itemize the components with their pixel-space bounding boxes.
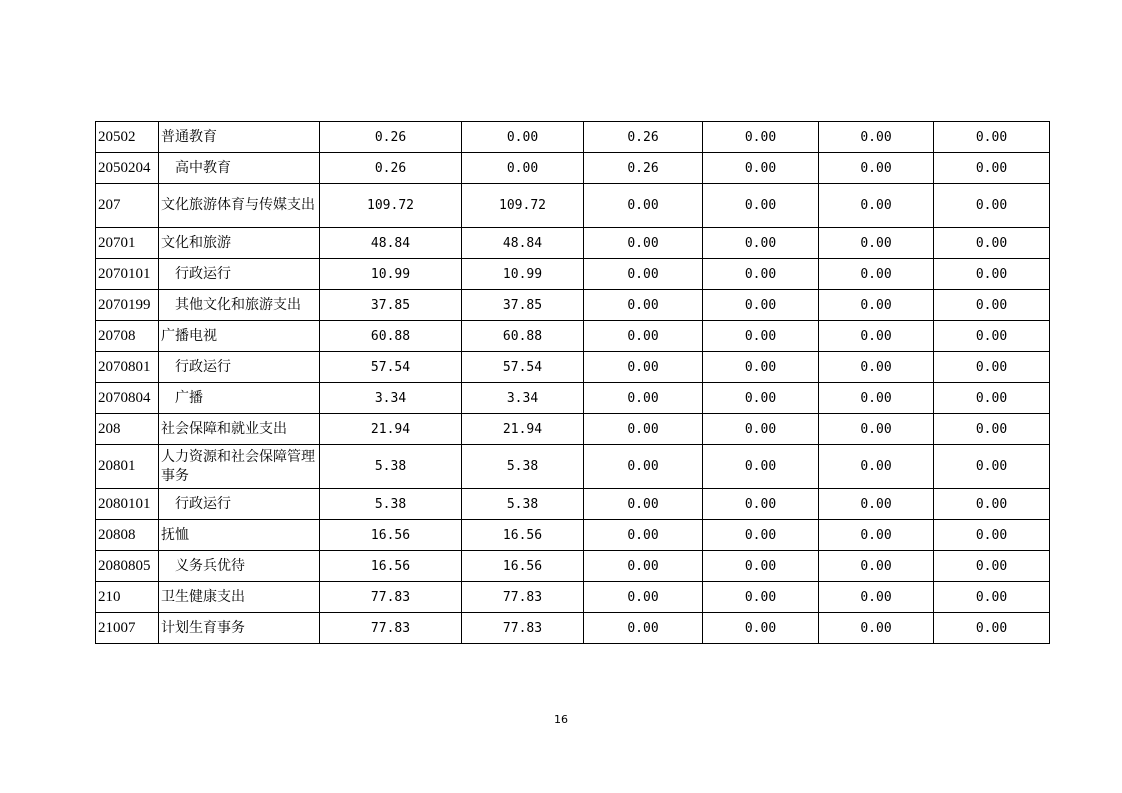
amount-cell: 0.00 <box>819 184 934 228</box>
amount-cell: 0.00 <box>703 321 819 352</box>
amount-cell: 0.00 <box>819 290 934 321</box>
amount-cell: 0.00 <box>819 520 934 551</box>
subject-code: 2080805 <box>96 551 159 582</box>
amount-cell: 0.00 <box>703 184 819 228</box>
amount-cell: 0.00 <box>584 383 703 414</box>
table-row <box>96 520 1050 551</box>
table-row <box>96 290 1050 321</box>
amount-cell: 0.00 <box>703 582 819 613</box>
subject-name: 其他文化和旅游支出 <box>159 290 320 321</box>
subject-name: 计划生育事务 <box>159 613 320 644</box>
amount-cell: 3.34 <box>320 383 462 414</box>
amount-cell: 0.00 <box>819 489 934 520</box>
amount-cell: 0.00 <box>584 184 703 228</box>
amount-cell: 5.38 <box>320 445 462 489</box>
amount-cell: 0.00 <box>819 153 934 184</box>
amount-cell: 0.00 <box>462 122 584 153</box>
table-row <box>96 184 1050 228</box>
amount-cell: 21.94 <box>320 414 462 445</box>
amount-cell: 0.00 <box>703 352 819 383</box>
amount-cell: 0.00 <box>819 383 934 414</box>
subject-code: 207 <box>96 184 159 228</box>
amount-cell: 0.00 <box>819 259 934 290</box>
amount-cell: 37.85 <box>320 290 462 321</box>
table-row <box>96 153 1050 184</box>
amount-cell: 0.00 <box>934 122 1050 153</box>
amount-cell: 0.00 <box>584 520 703 551</box>
amount-cell: 0.00 <box>584 228 703 259</box>
subject-code: 20801 <box>96 445 159 489</box>
subject-name: 人力资源和社会保障管理事务 <box>159 445 320 489</box>
amount-cell: 0.00 <box>703 520 819 551</box>
amount-cell: 0.00 <box>934 259 1050 290</box>
page-number: 16 <box>554 713 568 726</box>
amount-cell: 10.99 <box>320 259 462 290</box>
amount-cell: 0.00 <box>584 290 703 321</box>
amount-cell: 0.00 <box>819 613 934 644</box>
amount-cell: 57.54 <box>462 352 584 383</box>
table-row <box>96 445 1050 489</box>
amount-cell: 77.83 <box>462 613 584 644</box>
subject-name: 社会保障和就业支出 <box>159 414 320 445</box>
amount-cell: 48.84 <box>320 228 462 259</box>
amount-cell: 0.00 <box>703 489 819 520</box>
amount-cell: 0.26 <box>584 153 703 184</box>
amount-cell: 0.26 <box>320 153 462 184</box>
table-row <box>96 352 1050 383</box>
amount-cell: 5.38 <box>462 445 584 489</box>
amount-cell: 60.88 <box>462 321 584 352</box>
subject-name: 义务兵优待 <box>159 551 320 582</box>
amount-cell: 77.83 <box>320 582 462 613</box>
subject-name: 卫生健康支出 <box>159 582 320 613</box>
amount-cell: 77.83 <box>462 582 584 613</box>
amount-cell: 0.00 <box>819 321 934 352</box>
subject-name: 高中教育 <box>159 153 320 184</box>
subject-code: 20708 <box>96 321 159 352</box>
amount-cell: 0.00 <box>703 153 819 184</box>
amount-cell: 0.00 <box>584 551 703 582</box>
subject-code: 208 <box>96 414 159 445</box>
amount-cell: 0.00 <box>934 613 1050 644</box>
subject-name: 文化旅游体育与传媒支出 <box>159 184 320 228</box>
amount-cell: 0.00 <box>819 445 934 489</box>
amount-cell: 0.00 <box>819 414 934 445</box>
amount-cell: 0.00 <box>819 352 934 383</box>
amount-cell: 5.38 <box>320 489 462 520</box>
amount-cell: 0.00 <box>703 122 819 153</box>
amount-cell: 0.00 <box>703 445 819 489</box>
amount-cell: 16.56 <box>462 551 584 582</box>
subject-name: 广播电视 <box>159 321 320 352</box>
amount-cell: 0.26 <box>584 122 703 153</box>
amount-cell: 0.00 <box>462 153 584 184</box>
subject-name: 行政运行 <box>159 259 320 290</box>
amount-cell: 0.00 <box>584 259 703 290</box>
amount-cell: 0.00 <box>584 489 703 520</box>
amount-cell: 3.34 <box>462 383 584 414</box>
amount-cell: 109.72 <box>320 184 462 228</box>
subject-name: 普通教育 <box>159 122 320 153</box>
subject-code: 2080101 <box>96 489 159 520</box>
table-row <box>96 489 1050 520</box>
amount-cell: 0.26 <box>320 122 462 153</box>
amount-cell: 0.00 <box>934 414 1050 445</box>
table-row <box>96 383 1050 414</box>
amount-cell: 0.00 <box>819 582 934 613</box>
amount-cell: 57.54 <box>320 352 462 383</box>
amount-cell: 0.00 <box>819 228 934 259</box>
amount-cell: 0.00 <box>703 290 819 321</box>
amount-cell: 16.56 <box>320 520 462 551</box>
amount-cell: 0.00 <box>934 383 1050 414</box>
amount-cell: 60.88 <box>320 321 462 352</box>
subject-name: 行政运行 <box>159 489 320 520</box>
amount-cell: 0.00 <box>934 489 1050 520</box>
amount-cell: 0.00 <box>703 259 819 290</box>
table-row <box>96 613 1050 644</box>
amount-cell: 0.00 <box>934 551 1050 582</box>
amount-cell: 0.00 <box>819 122 934 153</box>
amount-cell: 0.00 <box>584 352 703 383</box>
amount-cell: 0.00 <box>584 445 703 489</box>
amount-cell: 0.00 <box>703 414 819 445</box>
amount-cell: 0.00 <box>934 582 1050 613</box>
table-body <box>96 122 1050 644</box>
amount-cell: 0.00 <box>934 153 1050 184</box>
amount-cell: 0.00 <box>703 228 819 259</box>
amount-cell: 10.99 <box>462 259 584 290</box>
amount-cell: 0.00 <box>584 613 703 644</box>
amount-cell: 0.00 <box>934 520 1050 551</box>
amount-cell: 0.00 <box>703 613 819 644</box>
amount-cell: 109.72 <box>462 184 584 228</box>
table-row <box>96 321 1050 352</box>
subject-code: 2070804 <box>96 383 159 414</box>
table-row <box>96 259 1050 290</box>
subject-name: 抚恤 <box>159 520 320 551</box>
table-row <box>96 582 1050 613</box>
table-row <box>96 122 1050 153</box>
subject-code: 20808 <box>96 520 159 551</box>
amount-cell: 0.00 <box>703 383 819 414</box>
amount-cell: 0.00 <box>584 321 703 352</box>
subject-code: 2050204 <box>96 153 159 184</box>
subject-code: 2070199 <box>96 290 159 321</box>
subject-name: 行政运行 <box>159 352 320 383</box>
table-row <box>96 414 1050 445</box>
budget-table <box>95 121 1050 644</box>
table-row <box>96 228 1050 259</box>
subject-code: 21007 <box>96 613 159 644</box>
amount-cell: 21.94 <box>462 414 584 445</box>
subject-code: 2070101 <box>96 259 159 290</box>
subject-code: 20502 <box>96 122 159 153</box>
amount-cell: 48.84 <box>462 228 584 259</box>
amount-cell: 0.00 <box>934 352 1050 383</box>
subject-name: 广播 <box>159 383 320 414</box>
amount-cell: 77.83 <box>320 613 462 644</box>
amount-cell: 0.00 <box>934 445 1050 489</box>
amount-cell: 0.00 <box>819 551 934 582</box>
subject-code: 2070801 <box>96 352 159 383</box>
subject-code: 20701 <box>96 228 159 259</box>
amount-cell: 5.38 <box>462 489 584 520</box>
subject-code: 210 <box>96 582 159 613</box>
amount-cell: 37.85 <box>462 290 584 321</box>
amount-cell: 16.56 <box>320 551 462 582</box>
amount-cell: 0.00 <box>934 228 1050 259</box>
amount-cell: 0.00 <box>584 582 703 613</box>
amount-cell: 0.00 <box>934 321 1050 352</box>
amount-cell: 0.00 <box>934 184 1050 228</box>
subject-name: 文化和旅游 <box>159 228 320 259</box>
amount-cell: 0.00 <box>584 414 703 445</box>
table-row <box>96 551 1050 582</box>
amount-cell: 0.00 <box>703 551 819 582</box>
amount-cell: 16.56 <box>462 520 584 551</box>
amount-cell: 0.00 <box>934 290 1050 321</box>
